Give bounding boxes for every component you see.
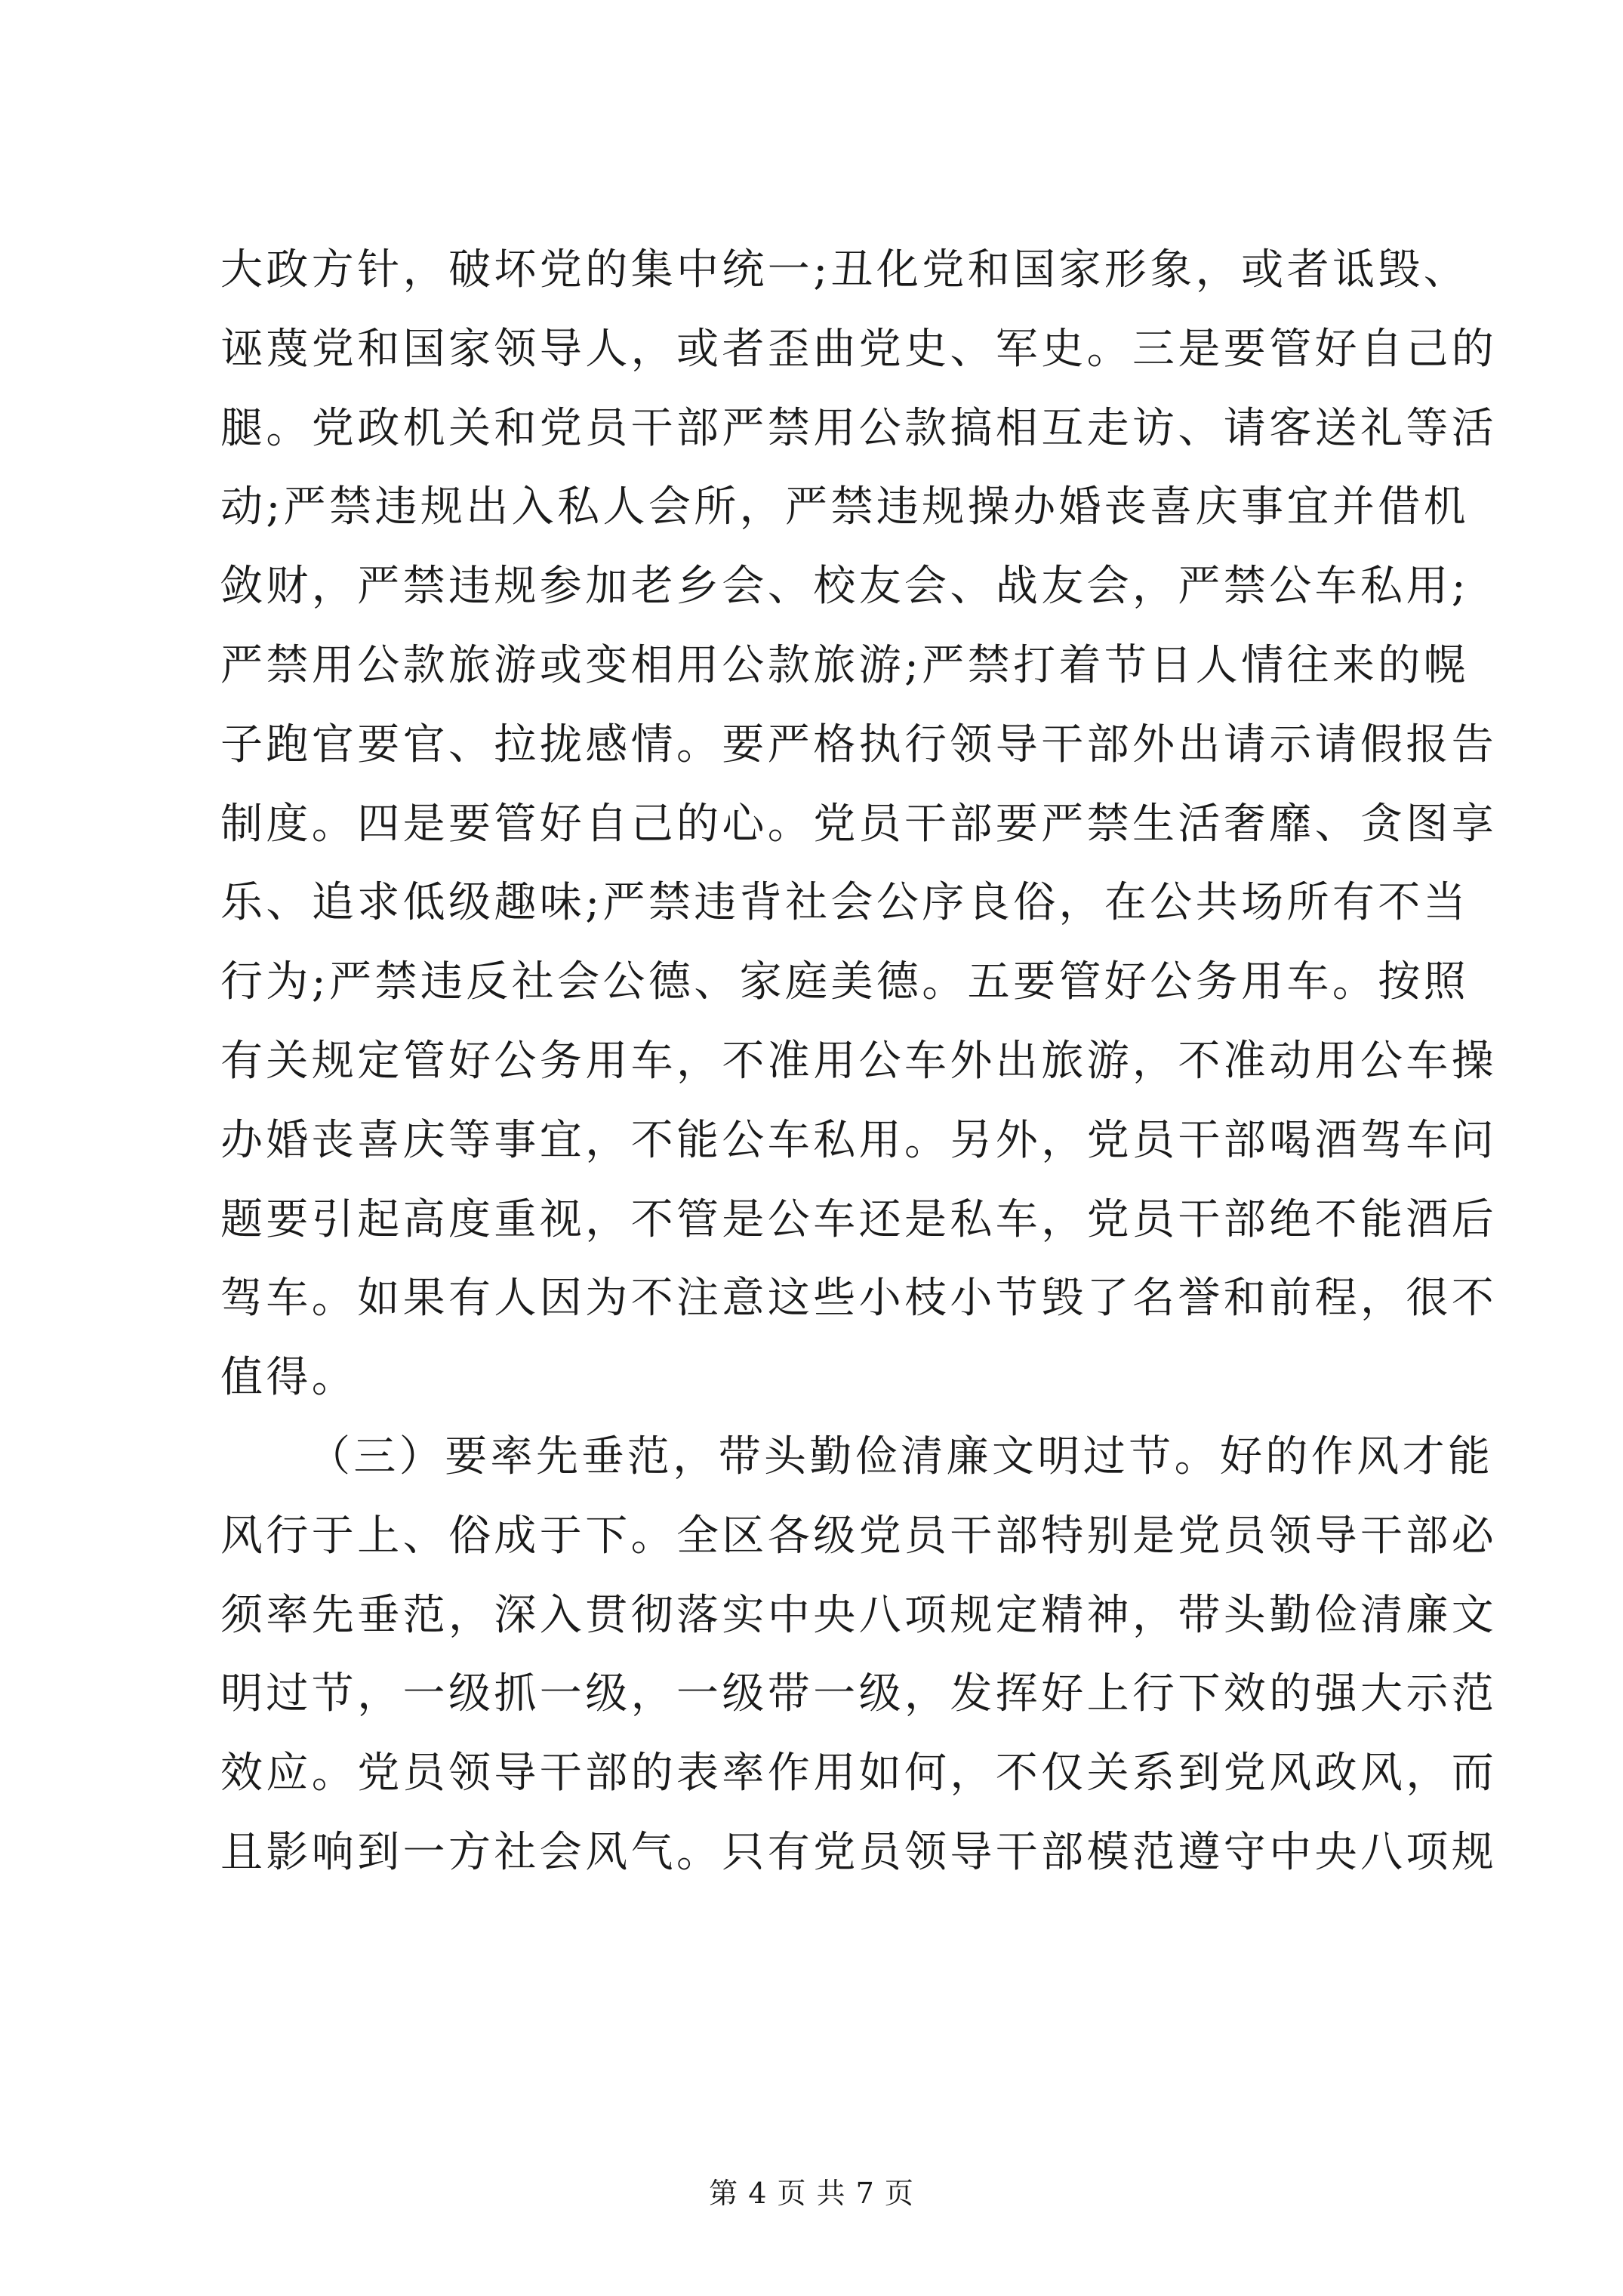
body-text bbox=[220, 231, 1498, 1893]
text-line: 诬蔑党和国家领导人，或者歪曲党史、军史。三是要管好自己的 bbox=[220, 324, 1498, 374]
text-line: 风行于上、俗成于下。全区各级党员干部特别是党员领导干部必 bbox=[220, 1511, 1498, 1561]
text-line: 题要引起高度重视，不管是公车还是私车，党员干部绝不能酒后 bbox=[220, 1194, 1498, 1244]
text-line: 值得。 bbox=[220, 1353, 358, 1403]
text-line: 动;严禁违规出入私人会所，严禁违规操办婚丧喜庆事宜并借机 bbox=[220, 482, 1470, 532]
text-line: 明过节，一级抓一级，一级带一级，发挥好上行下效的强大示范 bbox=[220, 1669, 1498, 1719]
text-line: 行为;严禁违反社会公德、家庭美德。五要管好公务用车。按照 bbox=[220, 957, 1470, 1007]
text-line: 驾车。如果有人因为不注意这些小枝小节毁了名誉和前程，很不 bbox=[220, 1274, 1498, 1324]
text-line: 乐、追求低级趣味;严禁违背社会公序良俗，在公共场所有不当 bbox=[220, 878, 1470, 928]
text-line: 且影响到一方社会风气。只有党员领导干部模范遵守中央八项规 bbox=[220, 1827, 1498, 1877]
section-heading-line: （三）要率先垂范，带头勤俭清廉文明过节。好的作风才能 bbox=[308, 1432, 1494, 1481]
text-line: 腿。党政机关和党员干部严禁用公款搞相互走访、请客送礼等活 bbox=[220, 403, 1498, 453]
text-line: 办婚丧喜庆等事宜，不能公车私用。另外，党员干部喝酒驾车问 bbox=[220, 1115, 1498, 1165]
text-line: 制度。四是要管好自己的心。党员干部要严禁生活奢靡、贪图享 bbox=[220, 799, 1498, 849]
text-line: 大政方针，破坏党的集中统一;丑化党和国家形象，或者诋毁、 bbox=[220, 245, 1470, 294]
text-line: 严禁用公款旅游或变相用公款旅游;严禁打着节日人情往来的幌 bbox=[220, 640, 1470, 690]
text-line: 子跑官要官、拉拢感情。要严格执行领导干部外出请示请假报告 bbox=[220, 720, 1498, 769]
text-line: 敛财，严禁违规参加老乡会、校友会、战友会，严禁公车私用; bbox=[220, 562, 1470, 612]
text-line: 效应。党员领导干部的表率作用如何，不仅关系到党风政风，而 bbox=[220, 1749, 1498, 1798]
page-number-footer: 第 4 页 共 7 页 bbox=[709, 2177, 914, 2210]
text-line: 有关规定管好公务用车，不准用公车外出旅游，不准动用公车操 bbox=[220, 1036, 1498, 1086]
text-line: 须率先垂范，深入贯彻落实中央八项规定精神，带头勤俭清廉文 bbox=[220, 1590, 1498, 1640]
